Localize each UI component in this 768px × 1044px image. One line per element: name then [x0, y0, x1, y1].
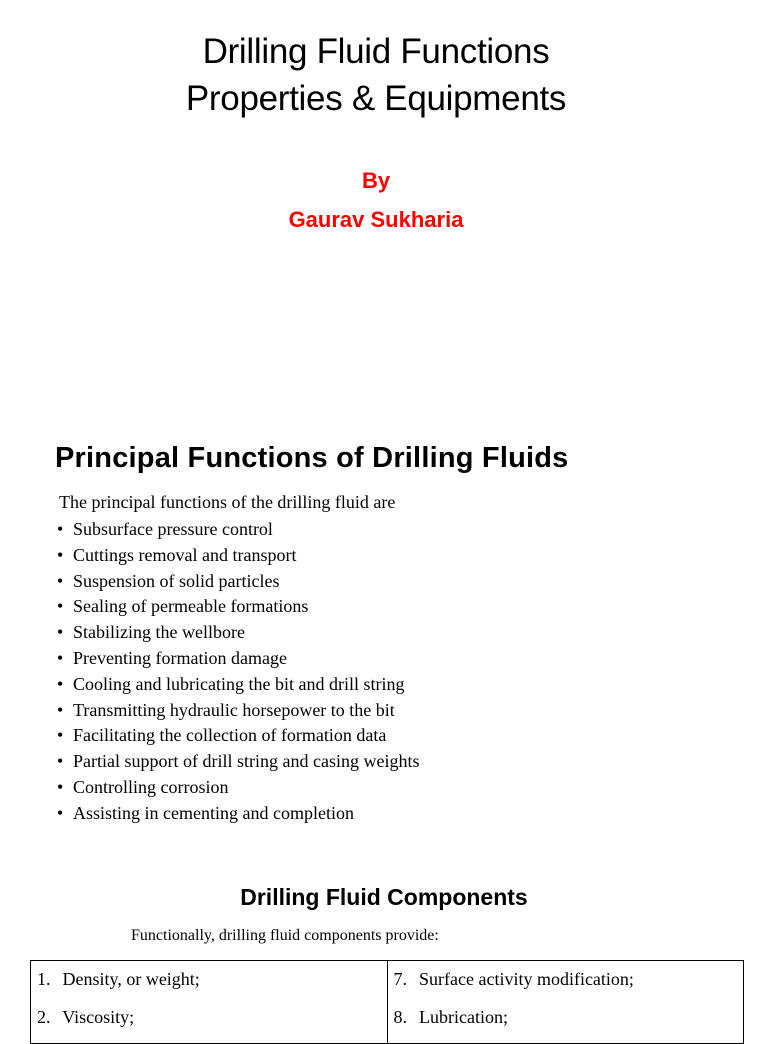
- table-row: [31, 961, 744, 1044]
- author-name: Gaurav Sukharia: [288, 207, 464, 232]
- functions-list: [57, 517, 419, 827]
- list-item: • Stabilizing the wellbore: [57, 620, 419, 646]
- components-heading: Drilling Fluid Components: [240, 884, 528, 910]
- list-item: • Suspension of solid particles: [57, 569, 419, 595]
- title-line-2: Properties & Equipments: [185, 79, 567, 118]
- bullet-icon: •: [57, 751, 64, 772]
- functions-intro: The principal functions of the drilling fluid are: [59, 492, 396, 512]
- components-intro: Functionally, drilling fluid components provide:: [131, 927, 439, 944]
- bullet-icon: •: [57, 596, 64, 617]
- bullet-icon: •: [57, 802, 64, 823]
- bullet-icon: •: [57, 544, 64, 565]
- bullet-icon: •: [57, 519, 64, 539]
- bullet-icon: •: [57, 622, 64, 643]
- components-left-cell: [31, 961, 388, 1044]
- list-item: • Facilitating the collection of formation data: [57, 723, 419, 749]
- title-line-1: Drilling Fluid Functions: [202, 32, 550, 71]
- component-item: 1. Density, or weight;: [37, 969, 200, 989]
- components-table: [30, 960, 744, 1044]
- bullet-icon: •: [57, 725, 64, 746]
- component-item: 8. Lubrication;: [393, 1007, 508, 1027]
- bullet-icon: •: [57, 699, 64, 720]
- component-item: 7. Surface activity modification;: [393, 969, 634, 989]
- bullet-icon: •: [57, 776, 64, 797]
- list-item: • Cooling and lubricating the bit and drill string: [57, 672, 419, 698]
- list-item: • Partial support of drill string and casing weights: [57, 749, 419, 775]
- list-item: • Transmitting hydraulic horsepower to the bit: [57, 698, 419, 724]
- bullet-icon: •: [57, 673, 64, 694]
- list-item: • Controlling corrosion: [57, 775, 419, 801]
- bullet-icon: •: [57, 647, 64, 668]
- by-label: By: [361, 168, 391, 193]
- list-item: • Sealing of permeable formations: [57, 594, 419, 620]
- component-item: 2. Viscosity;: [37, 1007, 135, 1027]
- list-item: • Preventing formation damage: [57, 646, 419, 672]
- components-right-cell: [387, 961, 744, 1044]
- document-title: [0, 28, 752, 122]
- functions-heading: Principal Functions of Drilling Fluids: [55, 442, 569, 474]
- list-item: • Assisting in cementing and completion: [57, 801, 419, 827]
- list-item: • Cuttings removal and transport: [57, 543, 419, 569]
- list-item: • Subsurface pressure control: [57, 517, 419, 543]
- bullet-icon: •: [57, 570, 64, 591]
